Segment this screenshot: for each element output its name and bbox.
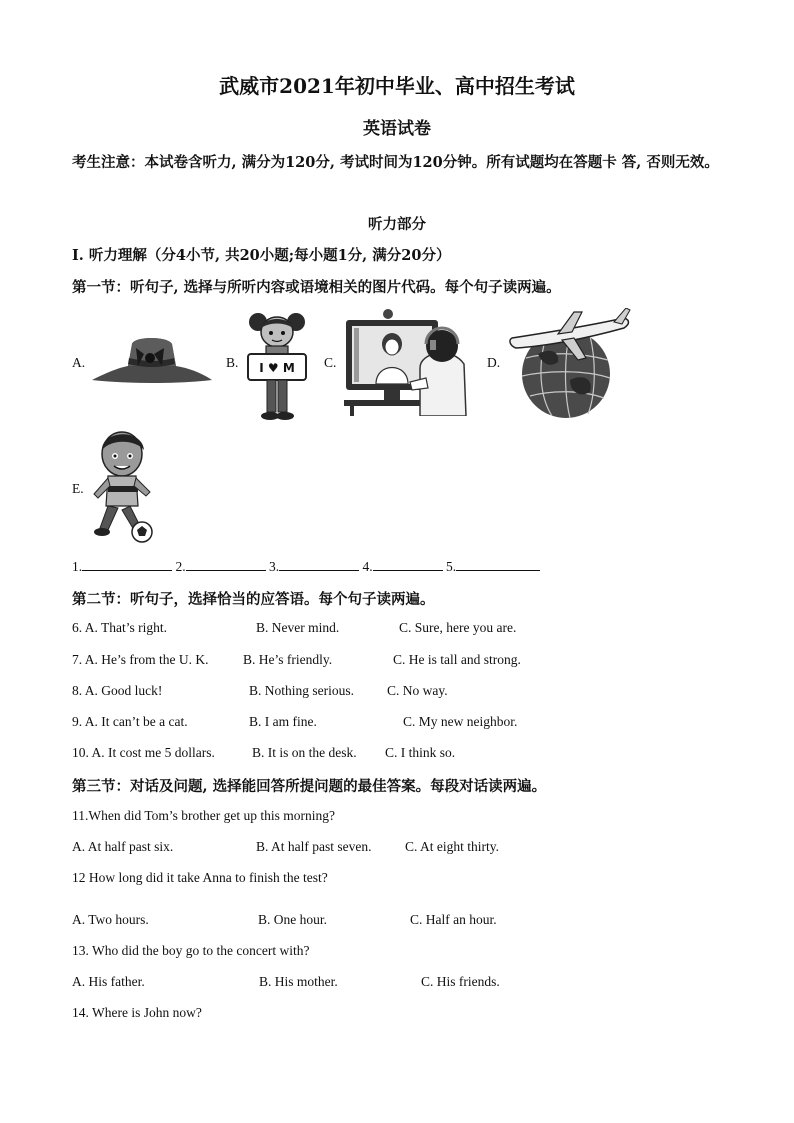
question-10: [72, 745, 215, 761]
question-14: 14. Where is John now?: [72, 1005, 202, 1020]
question-number: 9.: [72, 714, 83, 729]
option-a: A. Good luck!: [84, 683, 163, 698]
question-number: 7.: [72, 652, 83, 667]
blank-2[interactable]: [186, 556, 266, 571]
blank-1[interactable]: [82, 556, 172, 571]
q11-option-a: A. At half past six.: [72, 839, 174, 854]
sign-text: I ♥ M: [259, 361, 295, 375]
q12-option-c: C. Half an hour.: [410, 912, 497, 927]
blank-3-label: 3.: [269, 559, 280, 574]
blank-2-label: 2.: [175, 559, 186, 574]
question-6: [72, 620, 167, 636]
question-13: 13. Who did the boy go to the concert with?: [72, 943, 310, 958]
q13-option-b: B. His mother.: [259, 974, 338, 989]
q12-option-a: A. Two hours.: [72, 912, 149, 927]
option-b: B. Never mind.: [256, 620, 340, 635]
option-b: B. Nothing serious.: [249, 683, 355, 698]
question-8: [72, 683, 162, 699]
answer-blanks-row: [72, 556, 540, 575]
option-a: A. It can’t be a cat.: [84, 714, 188, 729]
q13-option-a: A. His father.: [72, 974, 145, 989]
question-12: 12 How long did it take Anna to finish the test?: [72, 870, 328, 885]
q13-option-c: C. His friends.: [421, 974, 500, 989]
blank-4-label: 4.: [362, 559, 373, 574]
option-b: B. He’s friendly.: [243, 652, 333, 667]
section2-heading: 第二节：听句子，选择恰当的应答语。每个句子读两遍。: [72, 591, 435, 608]
option-c: C. My new neighbor.: [403, 714, 518, 729]
picture-c-label: C.: [324, 355, 337, 370]
blank-1-label: 1.: [72, 559, 83, 574]
blank-5[interactable]: [456, 556, 540, 571]
option-c: C. I think so.: [385, 745, 456, 760]
section1-heading: 第一节：听句子, 选择与所听内容或语境相关的图片代码。每个句子读两遍。: [72, 279, 561, 296]
picture-b-label: B.: [226, 355, 239, 370]
question-number: 10.: [72, 745, 89, 760]
listening-part-title: 听力部分: [368, 216, 426, 233]
picture-d-label: D.: [487, 355, 501, 370]
question-11: 11.When did Tom’s brother get up this morning?: [72, 808, 336, 823]
boy-soccer-icon: [90, 428, 158, 546]
option-c: C. No way.: [387, 683, 448, 698]
option-c: C. Sure, here you are.: [399, 620, 517, 635]
airplane-globe-icon: [508, 308, 632, 420]
option-b: B. I am fine.: [249, 714, 317, 729]
option-c: C. He is tall and strong.: [393, 652, 521, 667]
option-b: B. It is on the desk.: [252, 745, 357, 760]
exam-title: 武威市2021年初中毕业、高中招生考试: [219, 74, 575, 98]
hat-icon: [88, 332, 214, 386]
q12-option-b: B. One hour.: [258, 912, 327, 927]
exam-subtitle: 英语试卷: [363, 119, 431, 139]
question-number: 6.: [72, 620, 83, 635]
listening-section-title: I. 听力理解（分4小节, 共20小题;每小题1分, 满分20分）: [72, 247, 451, 264]
picture-e-label: E.: [72, 481, 84, 496]
blank-5-label: 5.: [446, 559, 457, 574]
section3-heading: 第三节：对话及问题, 选择能回答所提问题的最佳答案。每段对话读两遍。: [72, 778, 547, 795]
girl-i-love-sign-icon: [244, 308, 310, 422]
option-a: A. He’s from the U. K.: [84, 652, 209, 667]
q11-option-b: B. At half past seven.: [256, 839, 372, 854]
question-number: 8.: [72, 683, 83, 698]
blank-4[interactable]: [373, 556, 443, 571]
question-9: [72, 714, 188, 730]
question-7: [72, 652, 209, 668]
picture-a-label: A.: [72, 355, 86, 370]
video-chat-computer-icon: [340, 306, 472, 416]
option-a: A. That’s right.: [84, 620, 168, 635]
q11-option-c: C. At eight thirty.: [405, 839, 499, 854]
blank-3[interactable]: [279, 556, 359, 571]
option-a: A. It cost me 5 dollars.: [91, 745, 215, 760]
exam-notice: 考生注意：本试卷含听力, 满分为120分, 考试时间为120分钟。所有试题均在答题卡 答, 否则无效。: [72, 154, 719, 171]
